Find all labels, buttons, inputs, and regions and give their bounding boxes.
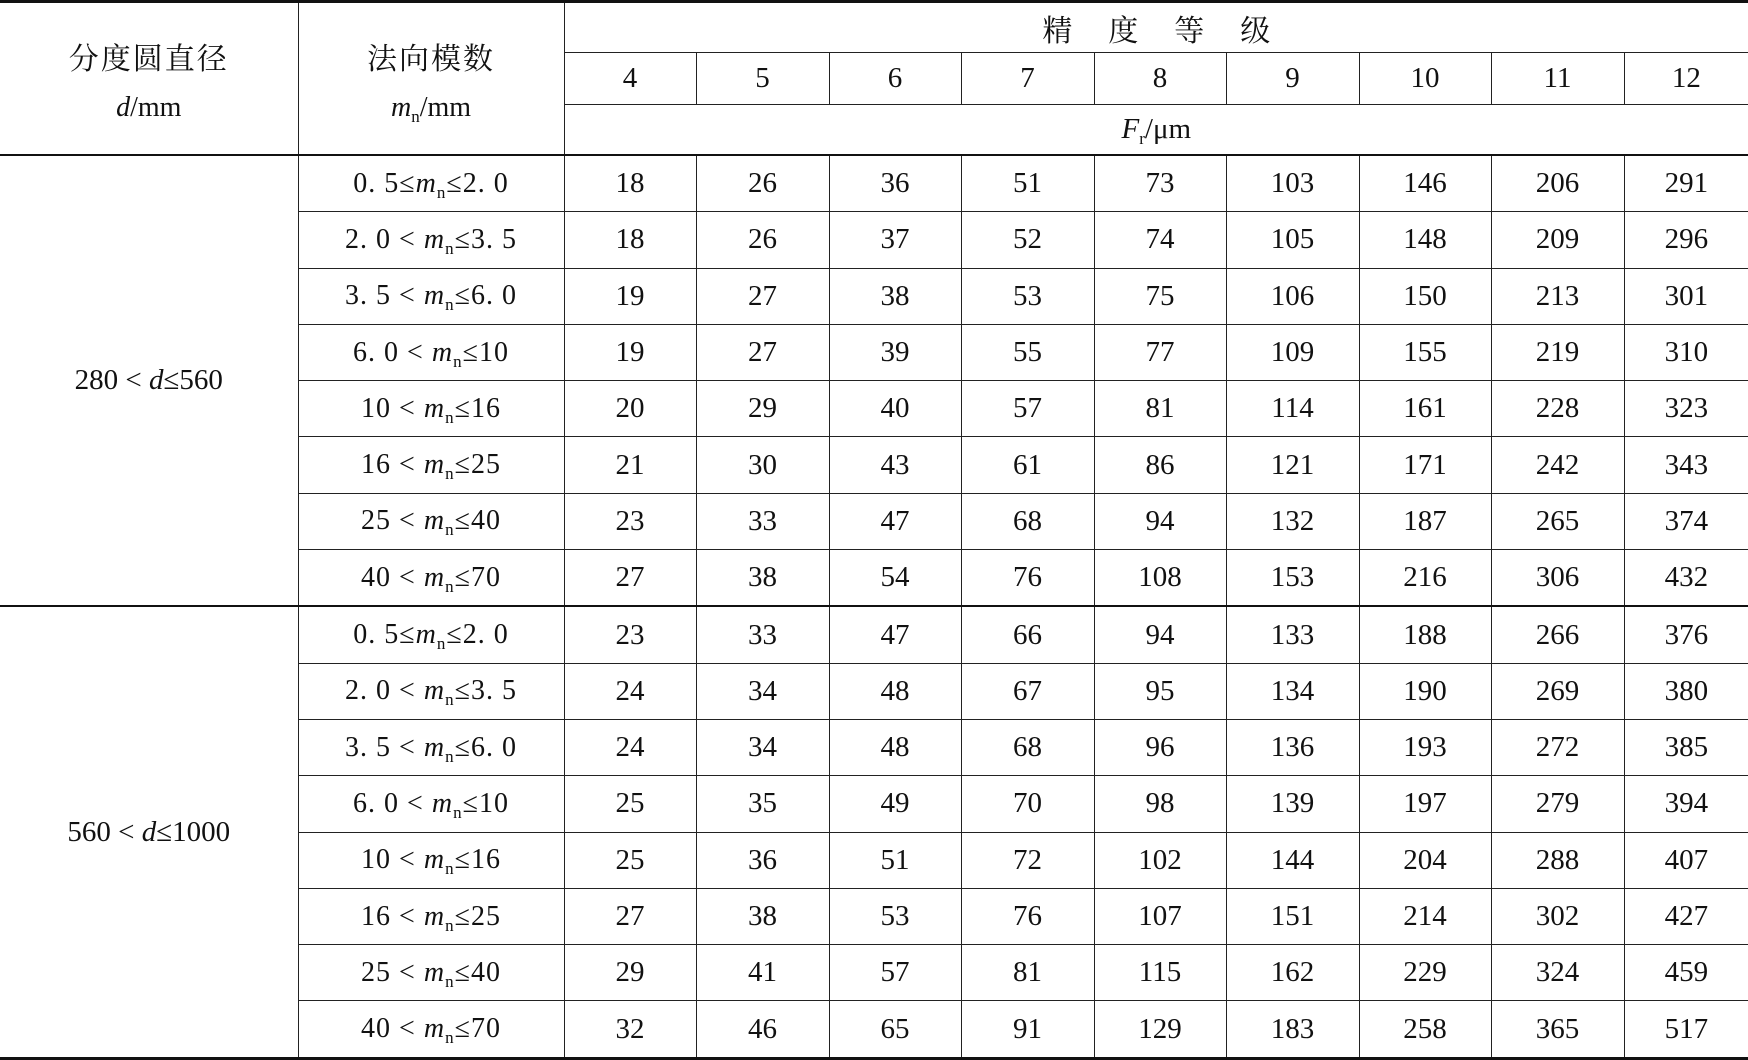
tolerance-value-cell: 132 [1226,493,1359,549]
tolerance-value-cell: 27 [564,888,696,944]
tolerance-value-cell: 40 [829,381,961,437]
module-range-cell: $16 < m_n\le 25$ [298,888,564,944]
header-row-1 [0,2,1748,53]
tolerance-value-cell: 385 [1624,719,1748,775]
tolerance-value-cell: 74 [1094,212,1226,268]
tolerance-value-cell: 102 [1094,832,1226,888]
grade-header-7: 7 [961,53,1094,105]
tolerance-value-cell: 32 [564,1001,696,1058]
tolerance-value-cell: 155 [1359,324,1491,380]
tolerance-value-cell: 66 [961,606,1094,663]
tolerance-value-cell: 269 [1491,663,1624,719]
tolerance-value-cell: 193 [1359,719,1491,775]
table-row [0,606,1748,663]
tolerance-value-cell: 27 [564,550,696,607]
tolerance-value-cell: 288 [1491,832,1624,888]
header-diameter-cell [0,2,298,156]
tolerance-value-cell: 376 [1624,606,1748,663]
module-range-cell: $25 < m_n\le 40$ [298,493,564,549]
tolerance-value-cell: 206 [1491,155,1624,212]
module-range-cell: 0. $5\le m_n\le 2$. 0 [298,155,564,212]
header-module-title: 法向模数 [367,42,495,76]
tolerance-value-cell: 76 [961,550,1094,607]
tolerance-value-cell: 29 [696,381,829,437]
tolerance-value-cell: 107 [1094,888,1226,944]
tolerance-value-cell: 67 [961,663,1094,719]
tolerance-value-cell: 272 [1491,719,1624,775]
header-grade-title: 精度等级 [564,2,1748,53]
tolerance-value-cell: 161 [1359,381,1491,437]
module-range-cell: $10 < m_n\le 16$ [298,832,564,888]
tolerance-value-cell: 228 [1491,381,1624,437]
tolerance-value-cell: 103 [1226,155,1359,212]
tolerance-value-cell: 108 [1094,550,1226,607]
tolerance-value-cell: 106 [1226,268,1359,324]
tolerance-value-cell: 427 [1624,888,1748,944]
grade-header-6: 6 [829,53,961,105]
tolerance-value-cell: 105 [1226,212,1359,268]
tolerance-value-cell: 24 [564,719,696,775]
tolerance-value-cell: 365 [1491,1001,1624,1058]
tolerance-value-cell: 76 [961,888,1094,944]
tolerance-value-cell: 109 [1226,324,1359,380]
tolerance-value-cell: 144 [1226,832,1359,888]
tolerance-value-cell: 121 [1226,437,1359,493]
table-body [0,155,1748,1058]
header-diameter-unit: d/mm [116,91,182,123]
tolerance-value-cell: 129 [1094,1001,1226,1058]
tolerance-value-cell: 153 [1226,550,1359,607]
tolerance-value-cell: 91 [961,1001,1094,1058]
tolerance-value-cell: 197 [1359,776,1491,832]
module-range-cell: $25 < m_n\le 40$ [298,945,564,1001]
tolerance-value-cell: 46 [696,1001,829,1058]
tolerance-value-cell: 55 [961,324,1094,380]
tolerance-value-cell: 38 [696,888,829,944]
tolerance-value-cell: 33 [696,606,829,663]
tolerance-value-cell: 57 [961,381,1094,437]
tolerance-value-cell: 30 [696,437,829,493]
tolerance-value-cell: 26 [696,212,829,268]
tolerance-value-cell: 183 [1226,1001,1359,1058]
tolerance-value-cell: 47 [829,493,961,549]
tolerance-value-cell: 94 [1094,606,1226,663]
module-range-cell: 6. $0 < m_n\le 10$ [298,324,564,380]
tolerance-value-cell: 36 [829,155,961,212]
tolerance-value-cell: 57 [829,945,961,1001]
tolerance-value-cell: 98 [1094,776,1226,832]
tolerance-value-cell: 190 [1359,663,1491,719]
tolerance-value-cell: 380 [1624,663,1748,719]
tolerance-value-cell: 96 [1094,719,1226,775]
tolerance-value-cell: 187 [1359,493,1491,549]
tolerance-value-cell: 19 [564,324,696,380]
table-row [0,155,1748,212]
tolerance-value-cell: 18 [564,212,696,268]
grade-header-4: 4 [564,53,696,105]
tolerance-value-cell: 266 [1491,606,1624,663]
tolerance-value-cell: 310 [1624,324,1748,380]
tolerance-value-cell: 279 [1491,776,1624,832]
tolerance-value-cell: 65 [829,1001,961,1058]
tolerance-value-cell: 25 [564,832,696,888]
grade-header-9: 9 [1226,53,1359,105]
tolerance-value-cell: 204 [1359,832,1491,888]
tolerance-value-cell: 134 [1226,663,1359,719]
module-range-cell: 3. $5 < m_n\le 6$. 0 [298,719,564,775]
tolerance-value-cell: 459 [1624,945,1748,1001]
tolerance-value-cell: 41 [696,945,829,1001]
tolerance-value-cell: 81 [1094,381,1226,437]
tolerance-value-cell: 258 [1359,1001,1491,1058]
tolerance-value-cell: 53 [829,888,961,944]
grade-header-10: 10 [1359,53,1491,105]
tolerance-value-cell: 38 [829,268,961,324]
tolerance-value-cell: 95 [1094,663,1226,719]
tolerance-value-cell: 36 [696,832,829,888]
tolerance-value-cell: 209 [1491,212,1624,268]
tolerance-value-cell: 94 [1094,493,1226,549]
tolerance-value-cell: 139 [1226,776,1359,832]
tolerance-value-cell: 229 [1359,945,1491,1001]
module-range-cell: 0. $5\le m_n\le 2$. 0 [298,606,564,663]
tolerance-value-cell: 265 [1491,493,1624,549]
module-range-cell: $40 < m_n\le 70$ [298,1001,564,1058]
tolerance-value-cell: 19 [564,268,696,324]
tolerance-value-cell: 323 [1624,381,1748,437]
tolerance-value-cell: 25 [564,776,696,832]
tolerance-value-cell: 374 [1624,493,1748,549]
tolerance-value-cell: 49 [829,776,961,832]
tolerance-value-cell: 302 [1491,888,1624,944]
tolerance-value-cell: 394 [1624,776,1748,832]
tolerance-value-cell: 51 [829,832,961,888]
module-range-cell: 2. $0 < m_n\le 3$. 5 [298,212,564,268]
module-range-cell: $16 < m_n\le 25$ [298,437,564,493]
tolerance-value-cell: 150 [1359,268,1491,324]
tolerance-value-cell: 146 [1359,155,1491,212]
tolerance-value-cell: 133 [1226,606,1359,663]
tolerance-value-cell: 296 [1624,212,1748,268]
tolerance-value-cell: 26 [696,155,829,212]
tolerance-value-cell: 61 [961,437,1094,493]
tolerance-value-cell: 53 [961,268,1094,324]
tolerance-value-cell: 20 [564,381,696,437]
grade-header-12: 12 [1624,53,1748,105]
tolerance-value-cell: 432 [1624,550,1748,607]
tolerance-value-cell: 136 [1226,719,1359,775]
tolerance-value-cell: 213 [1491,268,1624,324]
tolerance-value-cell: 27 [696,324,829,380]
tolerance-value-cell: 38 [696,550,829,607]
tolerance-value-cell: 52 [961,212,1094,268]
tolerance-value-cell: 242 [1491,437,1624,493]
tolerance-value-cell: 291 [1624,155,1748,212]
tolerance-value-cell: 23 [564,606,696,663]
tolerance-value-cell: 188 [1359,606,1491,663]
tolerance-value-cell: 162 [1226,945,1359,1001]
tolerance-value-cell: 75 [1094,268,1226,324]
tolerance-value-cell: 115 [1094,945,1226,1001]
tolerance-value-cell: 73 [1094,155,1226,212]
tolerance-value-cell: 24 [564,663,696,719]
tolerance-value-cell: 34 [696,719,829,775]
tolerance-value-cell: 18 [564,155,696,212]
tolerance-value-cell: 68 [961,719,1094,775]
tolerance-value-cell: 81 [961,945,1094,1001]
tolerance-value-cell: 68 [961,493,1094,549]
header-quantity-cell: $F_r/\mu m$ [564,105,1748,156]
tolerance-value-cell: 70 [961,776,1094,832]
tolerance-value-cell: 21 [564,437,696,493]
diameter-range-cell: 280 < d≤560 [0,155,298,606]
header-module-cell [298,2,564,156]
tolerance-value-cell: 517 [1624,1001,1748,1058]
tolerance-value-cell: 34 [696,663,829,719]
tolerance-value-cell: 219 [1491,324,1624,380]
module-range-cell: 2. $0 < m_n\le 3$. 5 [298,663,564,719]
header-module-unit: $m_n/mm$ [390,91,472,126]
tolerance-value-cell: 48 [829,719,961,775]
module-range-cell: $40 < m_n\le 70$ [298,550,564,607]
tolerance-value-cell: 86 [1094,437,1226,493]
module-range-cell: $10 < m_n\le 16$ [298,381,564,437]
tolerance-value-cell: 114 [1226,381,1359,437]
grade-header-8: 8 [1094,53,1226,105]
tolerance-value-cell: 54 [829,550,961,607]
tolerance-value-cell: 407 [1624,832,1748,888]
tolerance-value-cell: 306 [1491,550,1624,607]
tolerance-value-cell: 51 [961,155,1094,212]
header-diameter-title: 分度圆直径 [68,42,229,76]
module-range-cell: 6. $0 < m_n\le 10$ [298,776,564,832]
tolerance-value-cell: 27 [696,268,829,324]
tolerance-value-cell: 43 [829,437,961,493]
tolerance-value-cell: 72 [961,832,1094,888]
tolerance-value-cell: 35 [696,776,829,832]
tolerance-value-cell: 171 [1359,437,1491,493]
tolerance-value-cell: 48 [829,663,961,719]
tolerance-value-cell: 214 [1359,888,1491,944]
grade-header-11: 11 [1491,53,1624,105]
tolerance-value-cell: 77 [1094,324,1226,380]
tolerance-value-cell: 37 [829,212,961,268]
tolerance-value-cell: 39 [829,324,961,380]
tolerance-value-cell: 151 [1226,888,1359,944]
tolerance-value-cell: 343 [1624,437,1748,493]
tolerance-value-cell: 33 [696,493,829,549]
tolerance-value-cell: 23 [564,493,696,549]
tolerance-value-cell: 47 [829,606,961,663]
tolerance-value-cell: 148 [1359,212,1491,268]
tolerance-value-cell: 29 [564,945,696,1001]
tolerance-value-cell: 216 [1359,550,1491,607]
diameter-range-cell: 560 < d≤1000 [0,606,298,1058]
tolerance-value-cell: 324 [1491,945,1624,1001]
module-range-cell: 3. $5 < m_n\le 6$. 0 [298,268,564,324]
tolerance-value-cell: 301 [1624,268,1748,324]
grade-header-5: 5 [696,53,829,105]
